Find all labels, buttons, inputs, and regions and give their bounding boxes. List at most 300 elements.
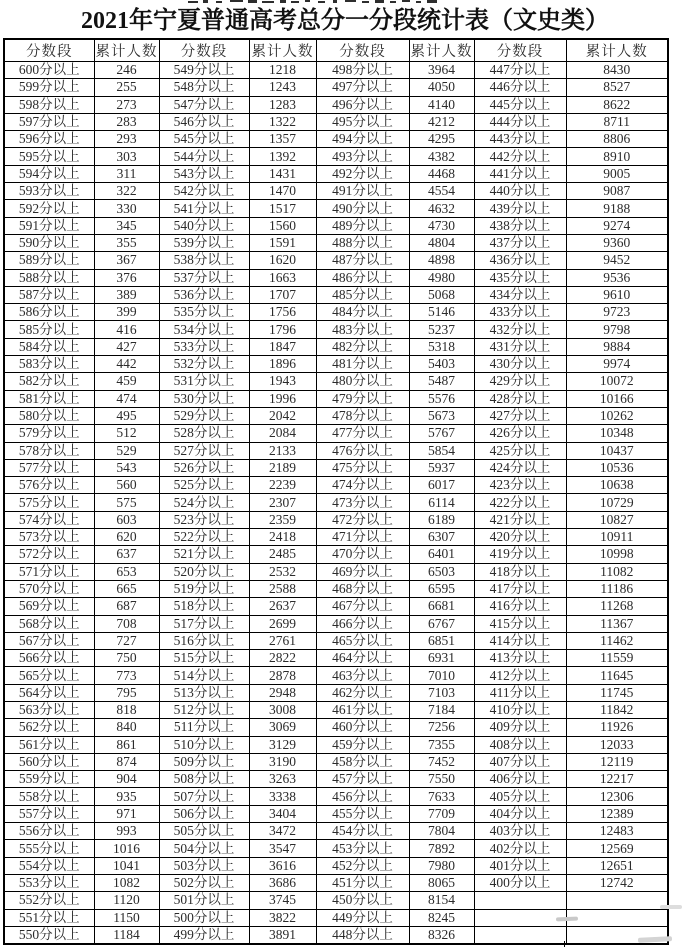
cumulative-count-cell: 620 — [94, 529, 159, 546]
score-range-cell: 441分以上 — [474, 165, 566, 182]
score-range-cell: 549分以上 — [159, 62, 249, 79]
cumulative-count-cell: 3686 — [249, 874, 316, 891]
score-range-cell: 423分以上 — [474, 477, 566, 494]
score-range-cell: 442分以上 — [474, 148, 566, 165]
score-range-cell: 449分以上 — [316, 909, 409, 926]
score-range-cell: 472分以上 — [316, 511, 409, 528]
score-range-cell: 529分以上 — [159, 407, 249, 424]
cumulative-count-cell: 7804 — [409, 823, 474, 840]
table-row — [4, 546, 668, 563]
score-range-cell: 591分以上 — [4, 217, 94, 234]
score-range-cell: 593分以上 — [4, 183, 94, 200]
score-range-cell: 552分以上 — [4, 892, 94, 909]
score-range-cell: 488分以上 — [316, 234, 409, 251]
score-range-cell: 596分以上 — [4, 131, 94, 148]
score-range-cell: 483分以上 — [316, 321, 409, 338]
cumulative-count-cell: 442 — [94, 356, 159, 373]
cumulative-count-cell: 1041 — [94, 857, 159, 874]
cumulative-count-cell: 9452 — [566, 252, 668, 269]
score-range-cell: 521分以上 — [159, 546, 249, 563]
cumulative-count-cell: 795 — [94, 684, 159, 701]
score-range-cell: 506分以上 — [159, 805, 249, 822]
score-range-cell: 575分以上 — [4, 494, 94, 511]
score-range-cell: 450分以上 — [316, 892, 409, 909]
score-range-cell: 493分以上 — [316, 148, 409, 165]
header-cumulative-count-1: 累计人数 — [94, 39, 159, 62]
cumulative-count-cell: 1620 — [249, 252, 316, 269]
score-range-cell: 444分以上 — [474, 113, 566, 130]
cumulative-count-cell: 495 — [94, 407, 159, 424]
cumulative-count-cell: 12483 — [566, 823, 668, 840]
scan-artifact-smudge — [660, 905, 682, 909]
score-range-cell: 572分以上 — [4, 546, 94, 563]
cumulative-count-cell: 8527 — [566, 79, 668, 96]
cumulative-count-cell: 7892 — [409, 840, 474, 857]
cumulative-count-cell: 8065 — [409, 874, 474, 891]
cumulative-count-cell: 818 — [94, 701, 159, 718]
score-range-cell: 571分以上 — [4, 563, 94, 580]
table-row — [4, 425, 668, 442]
table-row — [4, 62, 668, 79]
score-range-cell: 502分以上 — [159, 874, 249, 891]
score-range-cell: 539分以上 — [159, 234, 249, 251]
score-range-cell: 585分以上 — [4, 321, 94, 338]
cumulative-count-cell: 9974 — [566, 356, 668, 373]
cumulative-count-cell: 2189 — [249, 459, 316, 476]
score-range-cell: 412分以上 — [474, 667, 566, 684]
cumulative-count-cell: 512 — [94, 425, 159, 442]
table-row — [4, 788, 668, 805]
cumulative-count-cell: 7103 — [409, 684, 474, 701]
cumulative-count-cell: 9274 — [566, 217, 668, 234]
table-row — [4, 79, 668, 96]
cumulative-count-cell: 1357 — [249, 131, 316, 148]
score-range-cell: 405分以上 — [474, 788, 566, 805]
score-range-cell: 554分以上 — [4, 857, 94, 874]
score-range-cell: 518分以上 — [159, 598, 249, 615]
score-range-cell: 567分以上 — [4, 632, 94, 649]
score-range-cell: 420分以上 — [474, 529, 566, 546]
table-row — [4, 563, 668, 580]
score-range-cell: 479分以上 — [316, 390, 409, 407]
score-range-cell: 413分以上 — [474, 650, 566, 667]
score-range-cell: 578分以上 — [4, 442, 94, 459]
score-range-cell: 458分以上 — [316, 753, 409, 770]
cumulative-count-cell: 7709 — [409, 805, 474, 822]
table-row — [4, 494, 668, 511]
score-range-cell: 540分以上 — [159, 217, 249, 234]
cumulative-count-cell: 11926 — [566, 719, 668, 736]
score-range-cell: 520分以上 — [159, 563, 249, 580]
cumulative-count-cell: 7184 — [409, 701, 474, 718]
cumulative-count-cell: 2485 — [249, 546, 316, 563]
score-range-cell: 508分以上 — [159, 771, 249, 788]
score-range-cell: 482分以上 — [316, 338, 409, 355]
cumulative-count-cell: 11645 — [566, 667, 668, 684]
cumulative-count-cell: 416 — [94, 321, 159, 338]
score-range-cell: 478分以上 — [316, 407, 409, 424]
score-range-cell: 500分以上 — [159, 909, 249, 926]
table-row — [4, 148, 668, 165]
score-range-cell: 477分以上 — [316, 425, 409, 442]
score-range-cell: 515分以上 — [159, 650, 249, 667]
score-range-cell: 494分以上 — [316, 131, 409, 148]
score-range-cell: 408分以上 — [474, 736, 566, 753]
cumulative-count-cell: 10998 — [566, 546, 668, 563]
cumulative-count-cell: 4730 — [409, 217, 474, 234]
score-range-cell: 511分以上 — [159, 719, 249, 736]
header-row — [4, 39, 668, 62]
score-range-cell: 504分以上 — [159, 840, 249, 857]
cumulative-count-cell: 11186 — [566, 580, 668, 597]
cumulative-count-cell: 653 — [94, 563, 159, 580]
score-range-cell: 524分以上 — [159, 494, 249, 511]
cumulative-count-cell: 283 — [94, 113, 159, 130]
cumulative-count-cell: 10536 — [566, 459, 668, 476]
cumulative-count-cell: 12569 — [566, 840, 668, 857]
score-range-cell: 426分以上 — [474, 425, 566, 442]
cumulative-count-cell: 3404 — [249, 805, 316, 822]
score-range-cell: 523分以上 — [159, 511, 249, 528]
cumulative-count-cell: 637 — [94, 546, 159, 563]
score-range-cell: 492分以上 — [316, 165, 409, 182]
score-range-cell: 409分以上 — [474, 719, 566, 736]
score-range-cell: 527分以上 — [159, 442, 249, 459]
score-range-cell: 467分以上 — [316, 598, 409, 615]
score-range-cell: 402分以上 — [474, 840, 566, 857]
score-range-cell: 401分以上 — [474, 857, 566, 874]
score-range-cell: 418分以上 — [474, 563, 566, 580]
cumulative-count-cell: 1322 — [249, 113, 316, 130]
score-range-cell: 406分以上 — [474, 771, 566, 788]
score-range-cell: 481分以上 — [316, 356, 409, 373]
score-range-cell: 491分以上 — [316, 183, 409, 200]
header-score-range-1: 分数段 — [4, 39, 94, 62]
cumulative-count-cell: 7980 — [409, 857, 474, 874]
table-row — [4, 96, 668, 113]
cumulative-count-cell: 12742 — [566, 874, 668, 891]
cumulative-count-cell: 8711 — [566, 113, 668, 130]
score-range-cell: 516分以上 — [159, 632, 249, 649]
cumulative-count-cell: 1392 — [249, 148, 316, 165]
cumulative-count-cell: 9536 — [566, 269, 668, 286]
cumulative-count-cell: 874 — [94, 753, 159, 770]
cumulative-count-cell: 9360 — [566, 234, 668, 251]
cumulative-count-cell: 293 — [94, 131, 159, 148]
score-range-cell: 569分以上 — [4, 598, 94, 615]
score-table-body — [4, 62, 668, 945]
score-range-cell: 475分以上 — [316, 459, 409, 476]
score-range-cell: 403分以上 — [474, 823, 566, 840]
cumulative-count-cell: 5767 — [409, 425, 474, 442]
cumulative-count-cell: 376 — [94, 269, 159, 286]
cumulative-count-cell: 255 — [94, 79, 159, 96]
cumulative-count-cell: 8326 — [409, 926, 474, 944]
score-range-cell: 447分以上 — [474, 62, 566, 79]
score-range-cell: 410分以上 — [474, 701, 566, 718]
cumulative-count-cell: 322 — [94, 183, 159, 200]
score-range-cell: 480分以上 — [316, 373, 409, 390]
cumulative-count-cell: 2239 — [249, 477, 316, 494]
cumulative-count-cell: 11462 — [566, 632, 668, 649]
cumulative-count-cell: 3547 — [249, 840, 316, 857]
score-range-cell: 580分以上 — [4, 407, 94, 424]
cumulative-count-cell: 4382 — [409, 148, 474, 165]
cumulative-count-cell: 750 — [94, 650, 159, 667]
cumulative-count-cell: 11082 — [566, 563, 668, 580]
cumulative-count-cell: 4468 — [409, 165, 474, 182]
header-cumulative-count-2: 累计人数 — [249, 39, 316, 62]
header-score-range-4: 分数段 — [474, 39, 566, 62]
cumulative-count-cell: 459 — [94, 373, 159, 390]
score-range-cell: 430分以上 — [474, 356, 566, 373]
table-row — [4, 477, 668, 494]
cumulative-count-cell: 345 — [94, 217, 159, 234]
cumulative-count-cell: 575 — [94, 494, 159, 511]
score-range-cell: 474分以上 — [316, 477, 409, 494]
score-range-cell: 590分以上 — [4, 234, 94, 251]
score-range-cell: 545分以上 — [159, 131, 249, 148]
cumulative-count-cell: 727 — [94, 632, 159, 649]
scan-artifact-border-line — [564, 941, 565, 947]
cumulative-count-cell: 9005 — [566, 165, 668, 182]
score-range-cell: 589分以上 — [4, 252, 94, 269]
cumulative-count-cell: 1847 — [249, 338, 316, 355]
table-row — [4, 529, 668, 546]
cumulative-count-cell: 2761 — [249, 632, 316, 649]
cumulative-count-cell: 7452 — [409, 753, 474, 770]
table-row — [4, 286, 668, 303]
score-range-cell: 414分以上 — [474, 632, 566, 649]
table-row — [4, 304, 668, 321]
cumulative-count-cell: 11268 — [566, 598, 668, 615]
score-range-cell: 570分以上 — [4, 580, 94, 597]
cumulative-count-cell: 8806 — [566, 131, 668, 148]
cumulative-count-cell: 11842 — [566, 701, 668, 718]
cumulative-count-cell: 935 — [94, 788, 159, 805]
score-range-cell: 465分以上 — [316, 632, 409, 649]
score-range-cell: 553分以上 — [4, 874, 94, 891]
score-range-cell — [474, 892, 566, 909]
cumulative-count-cell: 1591 — [249, 234, 316, 251]
score-distribution-table — [3, 38, 669, 945]
score-range-cell: 534分以上 — [159, 321, 249, 338]
cumulative-count-cell: 3263 — [249, 771, 316, 788]
score-range-cell: 582分以上 — [4, 373, 94, 390]
score-range-cell: 429分以上 — [474, 373, 566, 390]
score-range-cell: 501分以上 — [159, 892, 249, 909]
score-range-cell: 550分以上 — [4, 926, 94, 944]
cumulative-count-cell: 355 — [94, 234, 159, 251]
cumulative-count-cell: 5937 — [409, 459, 474, 476]
table-row — [4, 269, 668, 286]
cumulative-count-cell: 4804 — [409, 234, 474, 251]
cumulative-count-cell: 8622 — [566, 96, 668, 113]
table-row — [4, 459, 668, 476]
score-range-cell: 528分以上 — [159, 425, 249, 442]
cumulative-count-cell: 1996 — [249, 390, 316, 407]
cumulative-count-cell: 9798 — [566, 321, 668, 338]
score-range-cell: 562分以上 — [4, 719, 94, 736]
cumulative-count-cell: 3069 — [249, 719, 316, 736]
score-range-cell: 564分以上 — [4, 684, 94, 701]
cumulative-count-cell: 7633 — [409, 788, 474, 805]
table-row — [4, 217, 668, 234]
cumulative-count-cell: 3472 — [249, 823, 316, 840]
cumulative-count-cell: 4050 — [409, 79, 474, 96]
cumulative-count-cell: 2948 — [249, 684, 316, 701]
cumulative-count-cell: 3891 — [249, 926, 316, 944]
score-range-cell: 560分以上 — [4, 753, 94, 770]
cumulative-count-cell: 5318 — [409, 338, 474, 355]
score-range-cell: 459分以上 — [316, 736, 409, 753]
cumulative-count-cell: 4632 — [409, 200, 474, 217]
table-row — [4, 684, 668, 701]
cumulative-count-cell: 6681 — [409, 598, 474, 615]
cumulative-count-cell: 367 — [94, 252, 159, 269]
score-range-cell: 563分以上 — [4, 701, 94, 718]
score-range-cell: 546分以上 — [159, 113, 249, 130]
cumulative-count-cell: 1707 — [249, 286, 316, 303]
score-range-cell: 457分以上 — [316, 771, 409, 788]
score-range-cell: 489分以上 — [316, 217, 409, 234]
score-range-cell: 468分以上 — [316, 580, 409, 597]
cumulative-count-cell: 2307 — [249, 494, 316, 511]
cumulative-count-cell: 1517 — [249, 200, 316, 217]
score-range-cell: 415分以上 — [474, 615, 566, 632]
cumulative-count-cell: 1082 — [94, 874, 159, 891]
score-range-cell: 537分以上 — [159, 269, 249, 286]
cumulative-count-cell: 6114 — [409, 494, 474, 511]
table-row — [4, 580, 668, 597]
cumulative-count-cell: 8154 — [409, 892, 474, 909]
cumulative-count-cell: 4295 — [409, 131, 474, 148]
table-row — [4, 390, 668, 407]
table-row — [4, 373, 668, 390]
score-range-cell: 443分以上 — [474, 131, 566, 148]
score-range-cell: 431分以上 — [474, 338, 566, 355]
table-row — [4, 753, 668, 770]
cumulative-count-cell: 1560 — [249, 217, 316, 234]
cumulative-count-cell: 1150 — [94, 909, 159, 926]
cumulative-count-cell: 399 — [94, 304, 159, 321]
cumulative-count-cell: 3190 — [249, 753, 316, 770]
page-title: 2021年宁夏普通高考总分一分段统计表（文史类） — [81, 8, 609, 34]
cumulative-count-cell: 1470 — [249, 183, 316, 200]
cumulative-count-cell: 6595 — [409, 580, 474, 597]
score-range-cell: 512分以上 — [159, 701, 249, 718]
cumulative-count-cell: 971 — [94, 805, 159, 822]
cumulative-count-cell: 12306 — [566, 788, 668, 805]
score-range-cell: 513分以上 — [159, 684, 249, 701]
cumulative-count-cell: 861 — [94, 736, 159, 753]
cumulative-count-cell: 273 — [94, 96, 159, 113]
score-range-cell: 460分以上 — [316, 719, 409, 736]
score-range-cell: 536分以上 — [159, 286, 249, 303]
score-range-cell: 599分以上 — [4, 79, 94, 96]
cumulative-count-cell: 665 — [94, 580, 159, 597]
score-range-cell: 404分以上 — [474, 805, 566, 822]
cumulative-count-cell: 5403 — [409, 356, 474, 373]
cumulative-count-cell: 1283 — [249, 96, 316, 113]
cumulative-count-cell: 6189 — [409, 511, 474, 528]
score-range-cell: 597分以上 — [4, 113, 94, 130]
cumulative-count-cell: 6767 — [409, 615, 474, 632]
table-row — [4, 356, 668, 373]
cumulative-count-cell: 2042 — [249, 407, 316, 424]
score-range-cell: 487分以上 — [316, 252, 409, 269]
table-row — [4, 252, 668, 269]
cumulative-count-cell: 529 — [94, 442, 159, 459]
cumulative-count-cell: 474 — [94, 390, 159, 407]
score-range-cell: 588分以上 — [4, 269, 94, 286]
cumulative-count-cell — [566, 892, 668, 909]
score-range-cell: 437分以上 — [474, 234, 566, 251]
score-range-cell: 499分以上 — [159, 926, 249, 944]
score-range-cell: 464分以上 — [316, 650, 409, 667]
score-range-cell: 543分以上 — [159, 165, 249, 182]
score-range-cell: 581分以上 — [4, 390, 94, 407]
score-range-cell: 462分以上 — [316, 684, 409, 701]
score-range-cell: 486分以上 — [316, 269, 409, 286]
score-range-cell: 558分以上 — [4, 788, 94, 805]
score-range-cell: 434分以上 — [474, 286, 566, 303]
cumulative-count-cell: 11559 — [566, 650, 668, 667]
score-range-cell: 505分以上 — [159, 823, 249, 840]
score-range-cell: 526分以上 — [159, 459, 249, 476]
table-row — [4, 719, 668, 736]
table-row — [4, 165, 668, 182]
score-range-cell: 533分以上 — [159, 338, 249, 355]
score-range-cell: 503分以上 — [159, 857, 249, 874]
score-range-cell: 411分以上 — [474, 684, 566, 701]
score-range-cell: 400分以上 — [474, 874, 566, 891]
score-range-cell — [474, 909, 566, 926]
score-range-cell: 519分以上 — [159, 580, 249, 597]
score-range-cell: 566分以上 — [4, 650, 94, 667]
score-range-cell: 463分以上 — [316, 667, 409, 684]
score-range-cell: 424分以上 — [474, 459, 566, 476]
cumulative-count-cell: 8430 — [566, 62, 668, 79]
header-score-range-2: 分数段 — [159, 39, 249, 62]
score-range-cell: 485分以上 — [316, 286, 409, 303]
cumulative-count-cell: 2878 — [249, 667, 316, 684]
score-range-cell: 522分以上 — [159, 529, 249, 546]
cumulative-count-cell: 12217 — [566, 771, 668, 788]
table-row — [4, 407, 668, 424]
score-range-cell: 496分以上 — [316, 96, 409, 113]
cumulative-count-cell: 2588 — [249, 580, 316, 597]
score-range-cell: 584分以上 — [4, 338, 94, 355]
score-range-cell: 473分以上 — [316, 494, 409, 511]
table-row — [4, 632, 668, 649]
cumulative-count-cell: 12389 — [566, 805, 668, 822]
table-row — [4, 113, 668, 130]
cumulative-count-cell: 773 — [94, 667, 159, 684]
cumulative-count-cell: 2699 — [249, 615, 316, 632]
table-row — [4, 892, 668, 909]
score-range-cell: 433分以上 — [474, 304, 566, 321]
cumulative-count-cell: 330 — [94, 200, 159, 217]
score-range-cell: 495分以上 — [316, 113, 409, 130]
score-range-cell: 454分以上 — [316, 823, 409, 840]
header-score-range-3: 分数段 — [316, 39, 409, 62]
table-row — [4, 183, 668, 200]
cumulative-count-cell: 9610 — [566, 286, 668, 303]
score-range-cell: 600分以上 — [4, 62, 94, 79]
cumulative-count-cell: 1756 — [249, 304, 316, 321]
header-cumulative-count-4: 累计人数 — [566, 39, 668, 62]
